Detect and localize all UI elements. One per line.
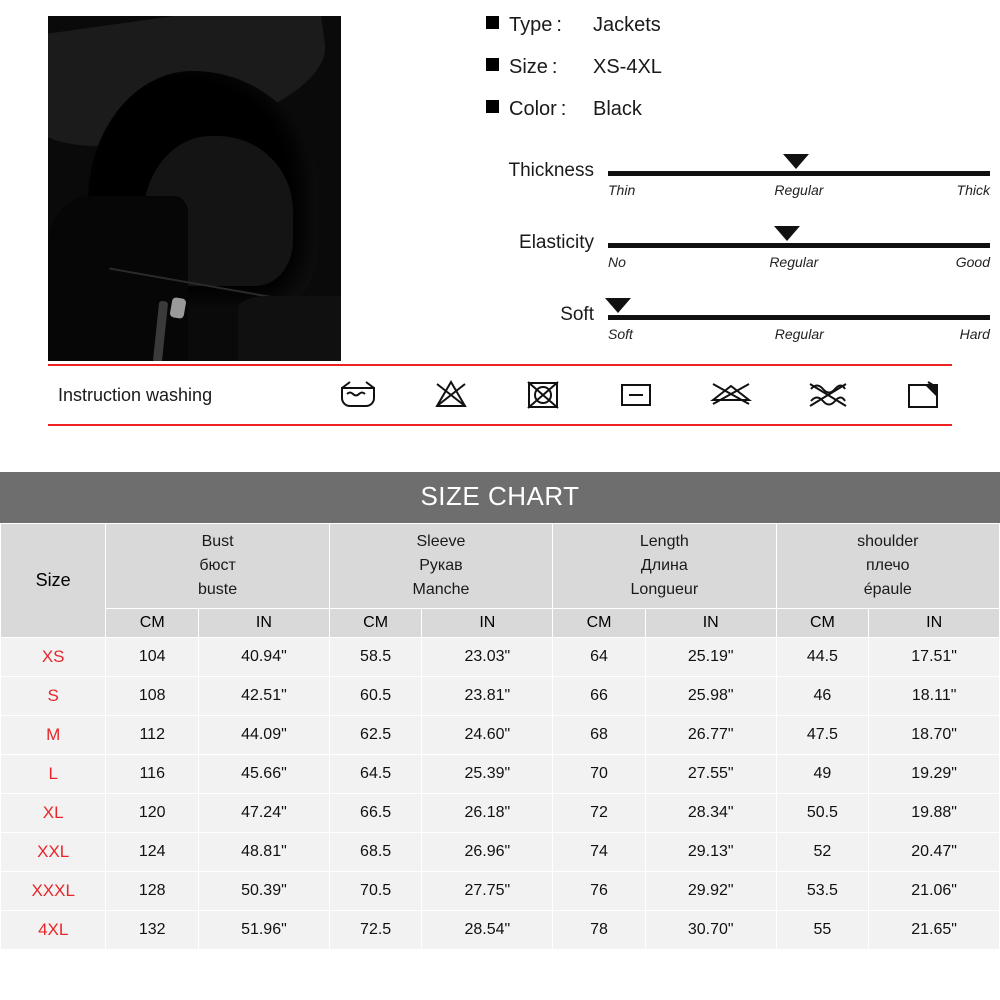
cell-shoulder-cm: 53.5 bbox=[776, 872, 869, 911]
cell-bust-in: 42.51" bbox=[199, 677, 330, 716]
product-image bbox=[48, 16, 403, 361]
slider-scale-mid: Regular bbox=[769, 254, 819, 270]
cell-length-cm: 64 bbox=[553, 638, 646, 677]
row-size-label: XL bbox=[1, 794, 106, 833]
cell-sleeve-in: 25.39" bbox=[422, 755, 553, 794]
attribute-row-size bbox=[486, 56, 1000, 86]
unit-sleeve-in: IN bbox=[422, 609, 553, 638]
washing-label: Instruction washing bbox=[58, 384, 213, 405]
cell-bust-cm: 132 bbox=[106, 911, 199, 950]
row-size-label: XS bbox=[1, 638, 106, 677]
cell-sleeve-in: 28.54" bbox=[422, 911, 553, 950]
dry-in-shade-icon bbox=[904, 378, 942, 412]
row-size-label: L bbox=[1, 755, 106, 794]
header-shoulder-ru: плечо bbox=[865, 557, 910, 574]
attribute-value: XS-4XL bbox=[593, 56, 662, 78]
cell-length-cm: 68 bbox=[553, 716, 646, 755]
cell-sleeve-cm: 64.5 bbox=[329, 755, 422, 794]
cell-sleeve-cm: 60.5 bbox=[329, 677, 422, 716]
table-row bbox=[1, 755, 1000, 794]
product-image-wrap bbox=[48, 16, 448, 366]
attribute-row-type bbox=[486, 14, 1000, 44]
slider-scale-high: Thick bbox=[956, 182, 990, 198]
cell-sleeve-in: 23.81" bbox=[422, 677, 553, 716]
slider-scale bbox=[608, 182, 990, 198]
cell-shoulder-in: 18.70" bbox=[869, 716, 1000, 755]
cell-bust-cm: 124 bbox=[106, 833, 199, 872]
unit-length-cm: CM bbox=[553, 609, 646, 638]
cell-length-in: 25.98" bbox=[645, 677, 776, 716]
do-not-dry-clean-icon bbox=[709, 378, 753, 412]
image-background-right bbox=[341, 16, 403, 361]
cell-length-cm: 70 bbox=[553, 755, 646, 794]
attribute-row-color bbox=[486, 98, 1000, 128]
cell-bust-in: 44.09" bbox=[199, 716, 330, 755]
table-row bbox=[1, 716, 1000, 755]
washing-instructions bbox=[48, 364, 952, 426]
cell-shoulder-in: 17.51" bbox=[869, 638, 1000, 677]
cell-sleeve-cm: 58.5 bbox=[329, 638, 422, 677]
cell-shoulder-in: 21.65" bbox=[869, 911, 1000, 950]
cell-shoulder-in: 18.11" bbox=[869, 677, 1000, 716]
slider-marker-icon bbox=[783, 154, 809, 169]
slider-scale-high: Good bbox=[955, 254, 990, 270]
cell-shoulder-cm: 46 bbox=[776, 677, 869, 716]
slider-scale bbox=[608, 254, 990, 270]
attribute-label: Type : bbox=[509, 14, 562, 36]
attribute-panel bbox=[448, 8, 1000, 360]
unit-shoulder-in: IN bbox=[869, 609, 1000, 638]
header-length-ru: Длина bbox=[640, 557, 688, 574]
slider-soft bbox=[486, 290, 1000, 362]
cell-sleeve-cm: 70.5 bbox=[329, 872, 422, 911]
unit-sleeve-cm: CM bbox=[329, 609, 422, 638]
cell-bust-cm: 108 bbox=[106, 677, 199, 716]
slider-elasticity bbox=[486, 218, 1000, 290]
cell-bust-cm: 116 bbox=[106, 755, 199, 794]
do-not-bleach-icon bbox=[431, 378, 471, 412]
cell-sleeve-in: 26.18" bbox=[422, 794, 553, 833]
attribute-value: Jackets bbox=[593, 14, 661, 36]
cell-length-cm: 74 bbox=[553, 833, 646, 872]
header-sleeve bbox=[329, 524, 552, 609]
header-bust-en: Bust bbox=[201, 533, 234, 550]
square-bullet-icon bbox=[486, 58, 499, 71]
cell-bust-in: 50.39" bbox=[199, 872, 330, 911]
header-length-en: Length bbox=[639, 533, 689, 550]
cell-shoulder-cm: 50.5 bbox=[776, 794, 869, 833]
cell-sleeve-cm: 62.5 bbox=[329, 716, 422, 755]
header-length bbox=[553, 524, 776, 609]
cell-shoulder-cm: 49 bbox=[776, 755, 869, 794]
row-size-label: M bbox=[1, 716, 106, 755]
washing-icon-row bbox=[338, 378, 952, 412]
cell-length-in: 27.55" bbox=[645, 755, 776, 794]
attribute-label: Color : bbox=[509, 98, 567, 120]
do-not-tumble-dry-icon bbox=[523, 378, 563, 412]
unit-bust-in: IN bbox=[199, 609, 330, 638]
cell-shoulder-in: 19.29" bbox=[869, 755, 1000, 794]
attribute-value: Black bbox=[593, 98, 642, 120]
cell-bust-in: 47.24" bbox=[199, 794, 330, 833]
table-row bbox=[1, 872, 1000, 911]
size-chart bbox=[0, 472, 1000, 950]
cell-length-in: 25.19" bbox=[645, 638, 776, 677]
cell-length-in: 26.77" bbox=[645, 716, 776, 755]
header-sleeve-ru: Рукав bbox=[419, 557, 463, 574]
row-size-label: XXXL bbox=[1, 872, 106, 911]
table-row bbox=[1, 638, 1000, 677]
header-bust bbox=[106, 524, 329, 609]
slider-scale bbox=[608, 326, 990, 342]
unit-shoulder-cm: CM bbox=[776, 609, 869, 638]
cell-sleeve-cm: 66.5 bbox=[329, 794, 422, 833]
row-size-label: XXL bbox=[1, 833, 106, 872]
slider-track bbox=[608, 315, 990, 320]
cell-sleeve-in: 24.60" bbox=[422, 716, 553, 755]
slider-marker-icon bbox=[605, 298, 631, 313]
cell-length-in: 29.13" bbox=[645, 833, 776, 872]
cell-shoulder-cm: 47.5 bbox=[776, 716, 869, 755]
table-header-row bbox=[1, 524, 1000, 609]
slider-label: Elasticity bbox=[519, 232, 594, 253]
iron-low-heat-icon bbox=[616, 378, 656, 412]
cell-length-in: 29.92" bbox=[645, 872, 776, 911]
cell-shoulder-in: 19.88" bbox=[869, 794, 1000, 833]
cell-bust-cm: 112 bbox=[106, 716, 199, 755]
cell-sleeve-cm: 68.5 bbox=[329, 833, 422, 872]
cell-length-cm: 72 bbox=[553, 794, 646, 833]
cell-bust-cm: 104 bbox=[106, 638, 199, 677]
cell-bust-in: 40.94" bbox=[199, 638, 330, 677]
row-size-label: 4XL bbox=[1, 911, 106, 950]
property-sliders bbox=[486, 146, 1000, 362]
header-sleeve-en: Sleeve bbox=[416, 533, 466, 550]
hand-wash-icon bbox=[338, 378, 378, 412]
slider-thickness bbox=[486, 146, 1000, 218]
cell-sleeve-in: 23.03" bbox=[422, 638, 553, 677]
cell-bust-in: 45.66" bbox=[199, 755, 330, 794]
product-overview bbox=[0, 0, 1000, 360]
header-size: Size bbox=[1, 524, 106, 638]
attribute-label: Size : bbox=[509, 56, 558, 78]
slider-scale-low: Thin bbox=[608, 182, 636, 198]
slider-scale-low: Soft bbox=[608, 326, 633, 342]
cell-sleeve-cm: 72.5 bbox=[329, 911, 422, 950]
cell-bust-in: 51.96" bbox=[199, 911, 330, 950]
size-chart-table bbox=[0, 523, 1000, 950]
header-shoulder-fr: épaule bbox=[863, 581, 912, 598]
cell-shoulder-in: 21.06" bbox=[869, 872, 1000, 911]
cell-bust-cm: 128 bbox=[106, 872, 199, 911]
table-row bbox=[1, 677, 1000, 716]
slider-scale-mid: Regular bbox=[774, 182, 824, 198]
cell-bust-cm: 120 bbox=[106, 794, 199, 833]
square-bullet-icon bbox=[486, 100, 499, 113]
table-row bbox=[1, 794, 1000, 833]
slider-label: Soft bbox=[560, 304, 594, 325]
slider-scale-high: Hard bbox=[959, 326, 990, 342]
unit-bust-cm: CM bbox=[106, 609, 199, 638]
size-chart-title: SIZE CHART bbox=[0, 472, 1000, 523]
header-shoulder bbox=[776, 524, 999, 609]
cell-shoulder-in: 20.47" bbox=[869, 833, 1000, 872]
table-row bbox=[1, 911, 1000, 950]
slider-scale-mid: Regular bbox=[774, 326, 824, 342]
cell-sleeve-in: 26.96" bbox=[422, 833, 553, 872]
slider-scale-low: No bbox=[608, 254, 626, 270]
row-size-label: S bbox=[1, 677, 106, 716]
cell-length-cm: 78 bbox=[553, 911, 646, 950]
table-unit-row bbox=[1, 609, 1000, 638]
header-length-fr: Longueur bbox=[630, 581, 699, 598]
cell-bust-in: 48.81" bbox=[199, 833, 330, 872]
header-sleeve-fr: Manche bbox=[412, 581, 470, 598]
cell-length-in: 30.70" bbox=[645, 911, 776, 950]
slider-track bbox=[608, 243, 990, 248]
slider-label: Thickness bbox=[508, 160, 594, 181]
do-not-wring-icon bbox=[805, 380, 851, 410]
cell-shoulder-cm: 52 bbox=[776, 833, 869, 872]
cell-length-cm: 76 bbox=[553, 872, 646, 911]
header-bust-ru: бюст bbox=[199, 557, 236, 574]
square-bullet-icon bbox=[486, 16, 499, 29]
cell-length-cm: 66 bbox=[553, 677, 646, 716]
header-bust-fr: buste bbox=[198, 581, 238, 598]
cell-shoulder-cm: 44.5 bbox=[776, 638, 869, 677]
cell-shoulder-cm: 55 bbox=[776, 911, 869, 950]
unit-length-in: IN bbox=[645, 609, 776, 638]
slider-marker-icon bbox=[774, 226, 800, 241]
slider-track bbox=[608, 171, 990, 176]
table-row bbox=[1, 833, 1000, 872]
cell-sleeve-in: 27.75" bbox=[422, 872, 553, 911]
header-shoulder-en: shoulder bbox=[857, 533, 919, 550]
cell-length-in: 28.34" bbox=[645, 794, 776, 833]
